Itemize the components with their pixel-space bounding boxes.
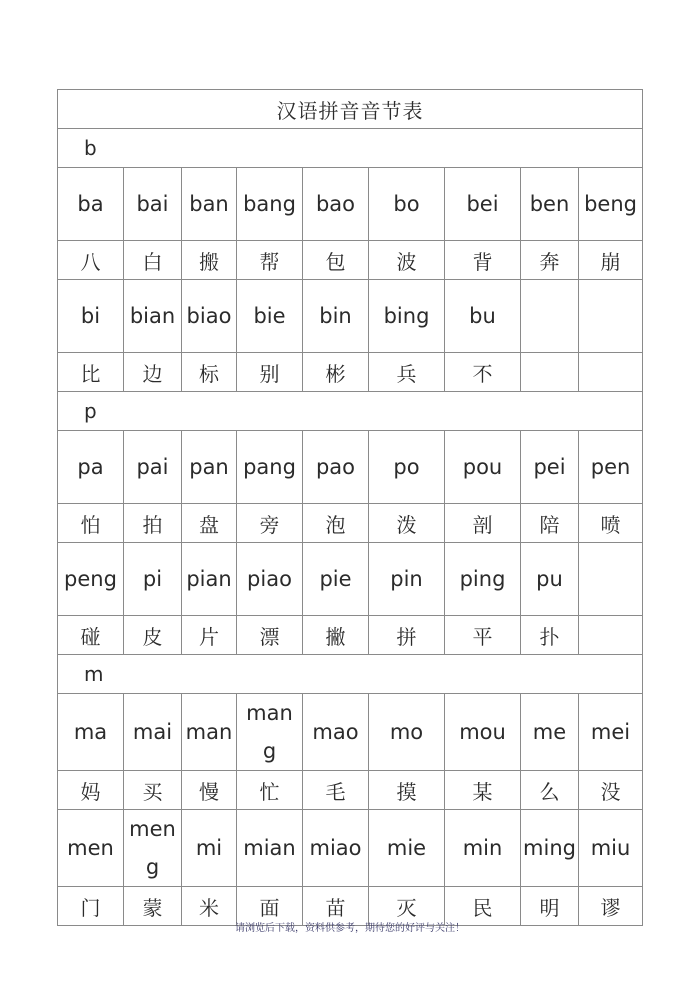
pinyin-cell — [124, 168, 182, 241]
pinyin-cell — [579, 431, 643, 504]
pinyin-syllable: mang — [246, 701, 293, 763]
pinyin-syllable: pian — [186, 567, 232, 591]
pinyin-cell — [182, 694, 237, 771]
pinyin-cell — [58, 280, 124, 353]
hanzi-cell: 蒙 — [124, 887, 182, 926]
hanzi-cell: 灭 — [369, 887, 445, 926]
pinyin-cell — [521, 431, 579, 504]
pinyin-syllable: pi — [142, 567, 163, 591]
hanzi-cell: 皮 — [124, 616, 182, 655]
pinyin-syllable: pa — [77, 455, 104, 479]
pinyin-syllable: bi — [80, 304, 101, 328]
hanzi-cell — [579, 616, 643, 655]
syllable-table — [57, 89, 643, 926]
pinyin-cell — [237, 168, 303, 241]
hanzi-cell: 漂 — [237, 616, 303, 655]
pinyin-syllable: ping — [459, 567, 506, 591]
pinyin-syllable: min — [462, 836, 503, 860]
pinyin-syllable: mian — [243, 836, 296, 860]
pinyin-cell — [521, 280, 579, 353]
pinyin-syllable: mai — [132, 720, 173, 744]
hanzi-row — [58, 616, 643, 655]
pinyin-syllable: beng — [584, 192, 637, 216]
pinyin-syllable: mei — [590, 720, 631, 744]
hanzi-cell: 谬 — [579, 887, 643, 926]
hanzi-cell: 拼 — [369, 616, 445, 655]
pinyin-syllable: mi — [195, 836, 223, 860]
hanzi-cell: 帮 — [237, 241, 303, 280]
hanzi-cell: 标 — [182, 353, 237, 392]
hanzi-cell: 某 — [445, 771, 521, 810]
pinyin-cell — [58, 810, 124, 887]
pinyin-syllable: man — [185, 720, 233, 744]
hanzi-cell: 没 — [579, 771, 643, 810]
hanzi-cell: 盘 — [182, 504, 237, 543]
hanzi-cell: 泡 — [303, 504, 369, 543]
pinyin-syllable: pin — [390, 567, 423, 591]
pinyin-syllable: mou — [459, 720, 506, 744]
pinyin-cell — [237, 694, 303, 771]
pinyin-cell — [58, 431, 124, 504]
hanzi-cell: 面 — [237, 887, 303, 926]
pinyin-cell — [124, 694, 182, 771]
pinyin-syllable: miao — [309, 836, 362, 860]
pinyin-cell — [579, 694, 643, 771]
pinyin-syllable: pen — [590, 455, 631, 479]
hanzi-cell: 崩 — [579, 241, 643, 280]
pinyin-cell — [58, 694, 124, 771]
pinyin-cell — [58, 168, 124, 241]
hanzi-cell: 门 — [58, 887, 124, 926]
pinyin-syllable: mie — [386, 836, 427, 860]
hanzi-cell: 陪 — [521, 504, 579, 543]
pinyin-cell — [124, 810, 182, 887]
pinyin-cell — [579, 810, 643, 887]
pinyin-row — [58, 694, 643, 771]
pinyin-syllable: bao — [315, 192, 356, 216]
pinyin-syllable: bian — [129, 304, 176, 328]
pinyin-cell — [237, 810, 303, 887]
hanzi-cell: 拍 — [124, 504, 182, 543]
section-header-row — [58, 129, 643, 168]
pinyin-cell — [445, 543, 521, 616]
pinyin-syllable: bang — [243, 192, 296, 216]
hanzi-cell: 片 — [182, 616, 237, 655]
pinyin-syllable: miu — [590, 836, 631, 860]
pinyin-syllable: pang — [243, 455, 296, 479]
section-header-row — [58, 655, 643, 694]
pinyin-cell — [369, 543, 445, 616]
pinyin-cell — [579, 543, 643, 616]
hanzi-cell — [579, 353, 643, 392]
hanzi-row — [58, 771, 643, 810]
hanzi-cell: 八 — [58, 241, 124, 280]
hanzi-cell: 波 — [369, 241, 445, 280]
pinyin-cell — [579, 280, 643, 353]
pinyin-syllable: ban — [189, 192, 229, 216]
pinyin-cell — [445, 694, 521, 771]
pinyin-row — [58, 543, 643, 616]
hanzi-cell — [521, 353, 579, 392]
pinyin-cell — [445, 280, 521, 353]
pinyin-cell — [369, 168, 445, 241]
pinyin-cell — [237, 280, 303, 353]
hanzi-cell: 买 — [124, 771, 182, 810]
hanzi-cell: 包 — [303, 241, 369, 280]
hanzi-cell: 不 — [445, 353, 521, 392]
pinyin-cell — [521, 543, 579, 616]
pinyin-cell — [303, 543, 369, 616]
section-header-row — [58, 392, 643, 431]
pinyin-syllable: pai — [136, 455, 169, 479]
pinyin-syllable: ba — [77, 192, 104, 216]
hanzi-cell: 白 — [124, 241, 182, 280]
hanzi-row — [58, 353, 643, 392]
pinyin-cell — [182, 543, 237, 616]
pinyin-cell — [182, 431, 237, 504]
hanzi-cell: 妈 — [58, 771, 124, 810]
pinyin-row — [58, 431, 643, 504]
initial-letter: p — [58, 392, 643, 431]
hanzi-cell: 碰 — [58, 616, 124, 655]
pinyin-row — [58, 280, 643, 353]
pinyin-cell — [521, 810, 579, 887]
pinyin-cell — [303, 694, 369, 771]
pinyin-row — [58, 168, 643, 241]
footer-note: 请浏览后下载，资料供参考，期待您的好评与关注！ — [235, 923, 465, 934]
pinyin-syllable: biao — [186, 304, 232, 328]
pinyin-syllable: bin — [319, 304, 352, 328]
hanzi-cell: 平 — [445, 616, 521, 655]
pinyin-syllable: men — [67, 836, 114, 860]
hanzi-cell: 边 — [124, 353, 182, 392]
pinyin-row — [58, 810, 643, 887]
pinyin-cell — [369, 694, 445, 771]
pinyin-cell — [303, 810, 369, 887]
pinyin-syllable: bai — [136, 192, 169, 216]
pinyin-syllable: pu — [536, 567, 563, 591]
pinyin-syllable: ma — [73, 720, 108, 744]
hanzi-cell: 别 — [237, 353, 303, 392]
pinyin-cell — [237, 543, 303, 616]
pinyin-cell — [445, 168, 521, 241]
pinyin-syllable: mao — [312, 720, 359, 744]
hanzi-cell: 怕 — [58, 504, 124, 543]
hanzi-cell: 旁 — [237, 504, 303, 543]
pinyin-cell — [237, 431, 303, 504]
pinyin-syllable: me — [532, 720, 567, 744]
table-title: 汉语拼音音节表 — [58, 90, 643, 129]
pinyin-cell — [369, 431, 445, 504]
pinyin-cell — [124, 431, 182, 504]
pinyin-syllable: bei — [466, 192, 499, 216]
hanzi-cell: 兵 — [369, 353, 445, 392]
hanzi-cell: 撇 — [303, 616, 369, 655]
initial-letter: b — [58, 129, 643, 168]
hanzi-cell: 么 — [521, 771, 579, 810]
pinyin-cell — [445, 810, 521, 887]
hanzi-cell: 米 — [182, 887, 237, 926]
initial-letter: m — [58, 655, 643, 694]
pinyin-syllable: ming — [523, 836, 576, 860]
pinyin-syllable: bo — [393, 192, 420, 216]
hanzi-cell: 扑 — [521, 616, 579, 655]
pinyin-cell — [303, 168, 369, 241]
pinyin-syllable: pao — [315, 455, 356, 479]
hanzi-cell: 忙 — [237, 771, 303, 810]
hanzi-cell: 背 — [445, 241, 521, 280]
pinyin-cell — [303, 431, 369, 504]
pinyin-syllable: ben — [529, 192, 570, 216]
hanzi-cell: 泼 — [369, 504, 445, 543]
pinyin-cell — [445, 431, 521, 504]
hanzi-cell: 民 — [445, 887, 521, 926]
pinyin-cell — [303, 280, 369, 353]
pinyin-syllable: pan — [189, 455, 229, 479]
hanzi-cell: 彬 — [303, 353, 369, 392]
pinyin-syllable: peng — [64, 567, 117, 591]
pinyin-cell — [521, 168, 579, 241]
pinyin-syllable: meng — [129, 817, 176, 879]
hanzi-cell: 慢 — [182, 771, 237, 810]
hanzi-row — [58, 241, 643, 280]
pinyin-syllable: pei — [533, 455, 566, 479]
pinyin-syllable: pie — [319, 567, 352, 591]
hanzi-cell: 喷 — [579, 504, 643, 543]
pinyin-cell — [182, 810, 237, 887]
hanzi-cell: 剖 — [445, 504, 521, 543]
pinyin-syllable: piao — [247, 567, 292, 591]
pinyin-syllable: po — [393, 455, 420, 479]
hanzi-cell: 明 — [521, 887, 579, 926]
pinyin-syllable: bu — [469, 304, 496, 328]
hanzi-cell: 毛 — [303, 771, 369, 810]
pinyin-cell — [182, 280, 237, 353]
pinyin-cell — [58, 543, 124, 616]
pinyin-cell — [124, 543, 182, 616]
hanzi-cell: 搬 — [182, 241, 237, 280]
pinyin-cell — [579, 168, 643, 241]
pinyin-syllable: bie — [253, 304, 286, 328]
hanzi-cell: 比 — [58, 353, 124, 392]
pinyin-cell — [369, 280, 445, 353]
pinyin-cell — [521, 694, 579, 771]
pinyin-syllable: bing — [383, 304, 430, 328]
hanzi-cell: 奔 — [521, 241, 579, 280]
hanzi-cell: 苗 — [303, 887, 369, 926]
hanzi-row — [58, 504, 643, 543]
pinyin-cell — [182, 168, 237, 241]
pinyin-cell — [369, 810, 445, 887]
hanzi-cell: 摸 — [369, 771, 445, 810]
pinyin-syllable: pou — [462, 455, 503, 479]
pinyin-syllable: mo — [389, 720, 424, 744]
pinyin-cell — [124, 280, 182, 353]
